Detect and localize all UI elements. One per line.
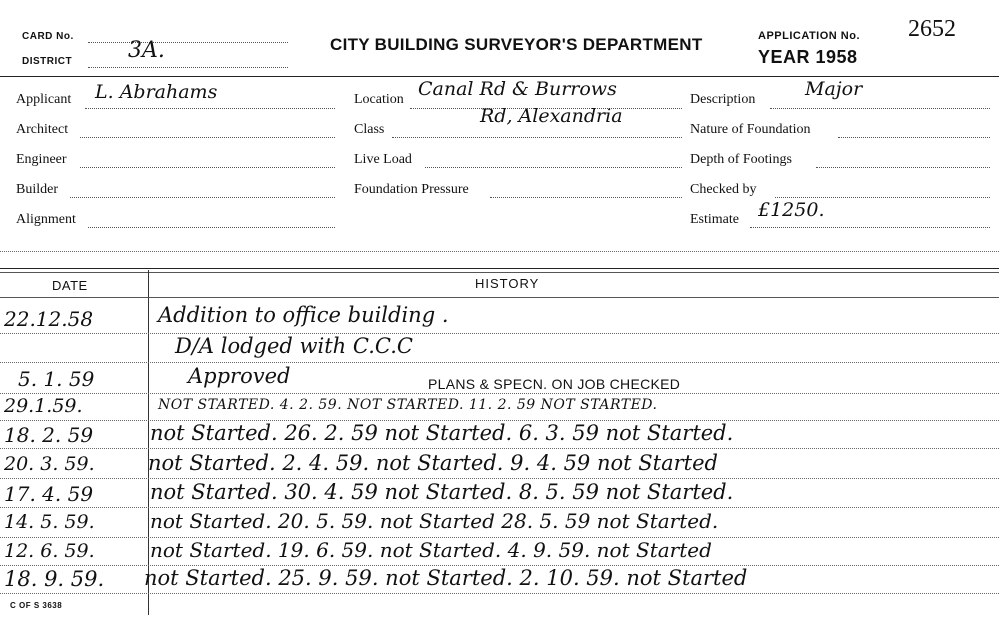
row-history: not Started. 25. 9. 59. not Started. 2. 10. 59. not Started [144,566,748,590]
row-history: NOT STARTED. 4. 2. 59. NOT STARTED. 11. 2. 59 NOT STARTED. [158,397,658,413]
history-column-header: HISTORY [475,276,540,291]
row-line [0,393,999,394]
applicant-label: Applicant [16,92,72,107]
table-top-rule [0,268,999,269]
nature-of-foundation-label: Nature of Foundation [690,122,811,137]
row-date: 5. 1. 59 [18,367,95,391]
architect-line [80,137,335,138]
architect-label: Architect [16,122,69,137]
date-column-header: DATE [52,278,88,293]
header-rule [0,76,999,77]
depth-of-footings-line [816,167,990,168]
row-history: not Started. 20. 5. 59. not Started 28. 5. 59 not Started. [150,509,719,533]
year-label: YEAR 1958 [758,47,858,67]
row-history: not Started. 2. 4. 59. not Started. 9. 4. 59 not Started [148,451,718,475]
table-header-rule [0,297,999,298]
district-value: 3A. [128,38,165,63]
checked-by-label: Checked by [690,182,757,197]
live-load-line [425,167,682,168]
applicant-value: L. Abrahams [95,81,218,103]
location-label: Location [354,92,404,107]
row-date: 14. 5. 59. [4,511,95,533]
location-value: Canal Rd & Burrows [418,78,617,100]
form-code: C OF S 3638 [10,601,63,610]
alignment-line [88,227,335,228]
foundation-pressure-line [490,197,682,198]
foundation-pressure-label: Foundation Pressure [354,182,469,197]
table-column-divider [148,270,149,615]
checked-by-line [775,197,990,198]
row-line [0,362,999,363]
row-history: not Started. 19. 6. 59. not Started. 4. 9. 59. not Started [150,538,712,562]
row-line [0,593,999,594]
nature-of-foundation-line [838,137,990,138]
row-line [0,333,999,334]
row-history: not Started. 30. 4. 59 not Started. 8. 5. 59 not Started. [150,480,734,504]
alignment-label: Alignment [16,212,76,227]
class-label: Class [354,122,385,137]
row-history: not Started. 26. 2. 59 not Started. 6. 3. 59 not Started. [150,421,734,445]
row-history: Approved [188,364,291,388]
fields-bottom-line [0,251,999,252]
builder-label: Builder [16,182,58,197]
application-number: 2652 [908,16,956,42]
estimate-line [750,227,990,228]
row-line [0,478,999,479]
description-line [770,108,990,109]
row-date: 29.1.59. [4,395,83,417]
row-date: 18. 2. 59 [4,423,94,447]
row-history: Addition to office building . [158,303,449,327]
live-load-label: Live Load [354,152,412,167]
row-date: 20. 3. 59. [4,453,95,475]
district-line [88,67,288,68]
row-date: 22.12.58 [4,307,94,331]
row-line [0,507,999,508]
description-label: Description [690,92,756,107]
estimate-value: £1250. [758,199,825,221]
plans-checked-stamp: PLANS & SPECN. ON JOB CHECKED [428,376,681,392]
row-history: D/A lodged with C.C.C [175,334,413,358]
class-line [392,137,682,138]
builder-line [70,197,335,198]
class-value: Rd, Alexandria [480,105,623,127]
applicant-line [85,108,335,109]
engineer-line [80,167,335,168]
row-date: 12. 6. 59. [4,540,95,562]
card-no-line [88,42,288,43]
engineer-label: Engineer [16,152,67,167]
application-label: APPLICATION No. [758,30,861,42]
depth-of-footings-label: Depth of Footings [690,152,792,167]
table-top-rule-2 [0,272,999,273]
row-line [0,448,999,449]
row-date: 18. 9. 59. [4,567,105,591]
row-date: 17. 4. 59 [4,482,94,506]
district-label: DISTRICT [22,56,73,67]
card-no-label: CARD No. [22,31,74,42]
description-value: Major [805,78,863,100]
department-title: CITY BUILDING SURVEYOR'S DEPARTMENT [330,35,703,54]
estimate-label: Estimate [690,212,739,227]
